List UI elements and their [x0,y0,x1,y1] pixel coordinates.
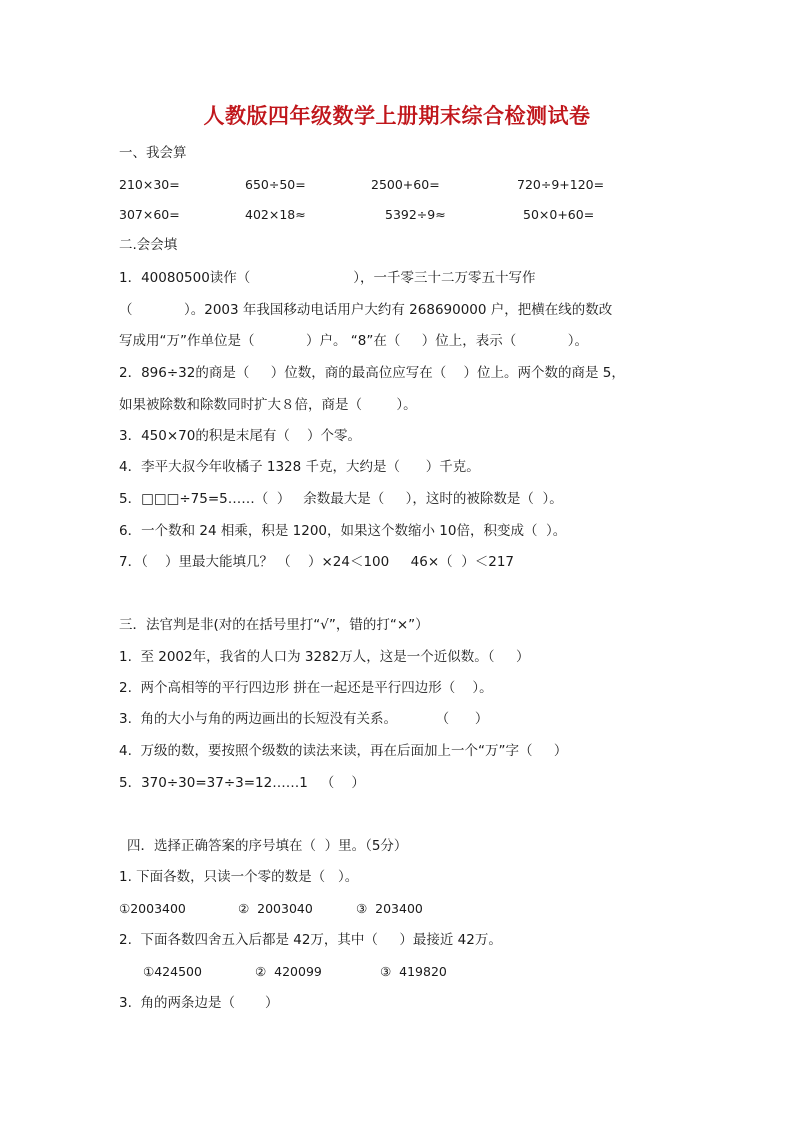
fill-question-line: 6．一个数和 24 相乘，积是 1200，如果这个数缩小 10倍，积变成（ ）。 [119,523,567,539]
fill-question-line: （ ）。2003 年我国移动电话用户大约有 268690000 户，把横在线的数改 [119,302,613,318]
fill-question-line: 3．450×70的积是末尾有（ ）个零。 [119,428,362,444]
choice-option: ①424500 [143,964,202,979]
calc-item: 50×0+60= [523,207,595,222]
fill-question-line: 如果被除数和除数同时扩大８倍，商是（ ）。 [119,397,417,413]
calc-item: 5392÷9≈ [385,207,446,222]
choice-question: 2. 下面各数四舍五入后都是 42万，其中（ ）最接近 42万。 [119,932,502,948]
page-title: 人教版四年级数学上册期末综合检测试卷 [203,103,591,128]
calc-item: 402×18≈ [245,207,306,222]
section-3-heading: 三．法官判是非(对的在括号里打“√”，错的打“×”） [119,617,429,633]
calc-item: 210×30= [119,177,180,192]
calc-item: 2500+60= [371,177,440,192]
fill-question-line: 1．40080500读作（ ），一千零三十二万零五十写作 [119,270,536,286]
choice-option: ③ 203400 [356,901,423,916]
judge-question-line: 5．370÷30=37÷3=12……1 （ ） [119,775,365,791]
calc-item: 720÷9+120= [517,177,605,192]
calc-item: 650÷50= [245,177,306,192]
fill-question-line: 4．李平大叔今年收橘子 1328 千克，大约是（ ）千克。 [119,459,480,475]
fill-question-line: 5．□□□÷75=5……（ ） 余数最大是（ ），这时的被除数是（ ）。 [119,491,563,507]
section-4-heading: 四．选择正确答案的序号填在（ ）里。（5分） [127,838,408,854]
judge-question-line: 1. 至 2002年，我省的人口为 3282万人，这是一个近似数。（ ） [119,649,530,665]
choice-question: 3. 角的两条边是（ ） [119,995,279,1011]
fill-question-line: 2．896÷32的商是（ ）位数，商的最高位应写在（ ）位上。两个数的商是 5， [119,365,625,381]
section-2-heading: 二.会会填 [119,237,178,253]
judge-question-line: 2. 两个高相等的平行四边形 拼在一起还是平行四边形（ ）。 [119,680,493,696]
fill-question-line: 7．（ ）里最大能填几？ （ ）×24＜100 46×（ ）＜217 [119,554,515,570]
judge-question-line: 3. 角的大小与角的两边画出的长短没有关系。 （ ） [119,711,489,727]
choice-option: ② 2003040 [238,901,313,916]
choice-option: ①2003400 [119,901,186,916]
choice-option: ② 420099 [255,964,322,979]
choice-option: ③ 419820 [380,964,447,979]
judge-question-line: 4. 万级的数，要按照个级数的读法来读，再在后面加上一个“万”字（ ） [119,743,568,759]
choice-question: 1. 下面各数，只读一个零的数是（ ）。 [119,869,359,885]
calc-item: 307×60= [119,207,180,222]
fill-question-line: 写成用“万”作单位是（ ）户。 “8”在（ ）位上，表示（ ）。 [119,333,589,349]
section-1-heading: 一、我会算 [119,145,187,161]
